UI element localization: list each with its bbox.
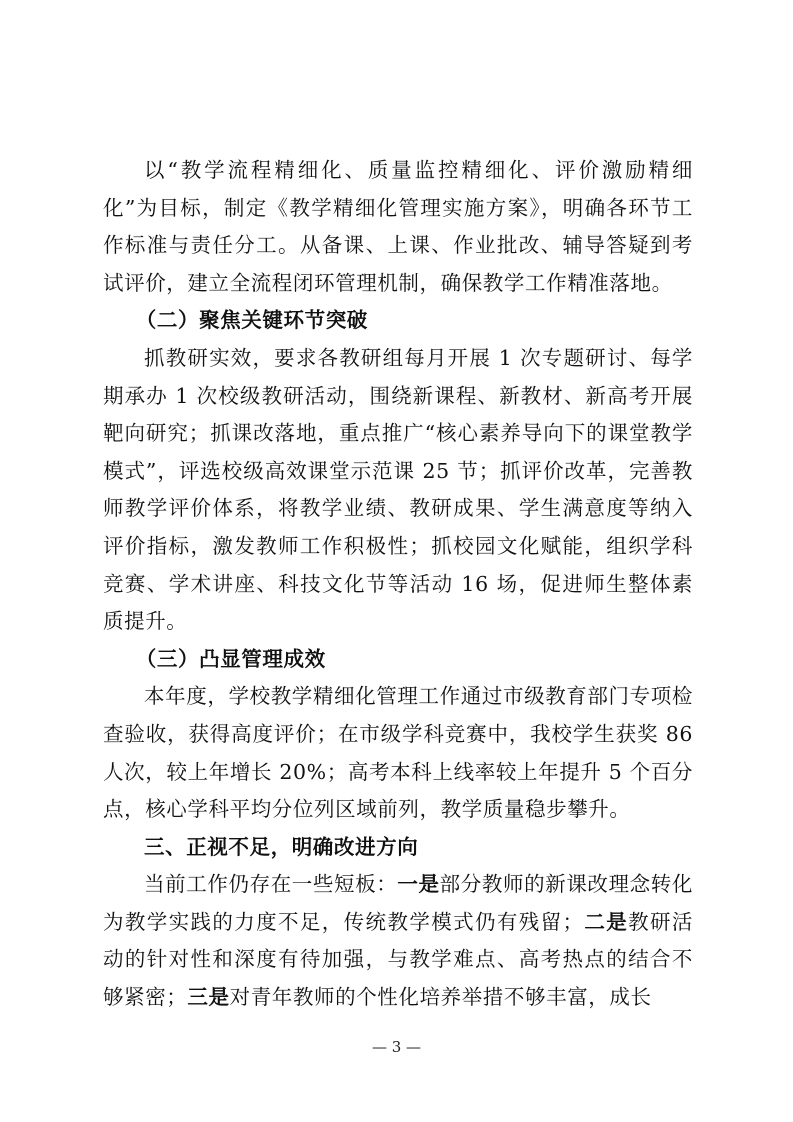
heading-key-links: （二）聚焦关键环节突破 bbox=[135, 308, 368, 333]
heading-management-results: （三）凸显管理成效 bbox=[135, 646, 326, 671]
point-three-label: 三是 bbox=[187, 985, 230, 1010]
shortcomings-intro: 当前工作仍存在一些短板： bbox=[144, 872, 398, 897]
point-one-label: 一是 bbox=[397, 872, 440, 897]
point-three-text: 对青年教师的个性化培养举措不够丰富，成长 bbox=[229, 985, 652, 1010]
page-number: — 3 — bbox=[371, 1038, 422, 1056]
heading-shortcomings: 三、正视不足，明确改进方向 bbox=[144, 834, 419, 859]
document-body bbox=[103, 152, 693, 1017]
paragraph-management-goal: 以“教学流程精细化、质量监控精细化、评价激励精细化”为目标，制定《教学精细化管理实施方案》，明确各环节工作标准与责任分工。从备课、上课、作业批改、辅导答疑到考试评价，建立全流程闭环管理机制，确保教学工作精准落地。 bbox=[103, 158, 693, 295]
paragraph-teaching-research: 抓教研实效，要求各教研组每月开展 1 次专题研讨、每学期承办 1 次校级教研活动，围绕新课程、新教材、新高考开展靶向研究；抓课改落地，重点推广“核心素养导向下的课堂教学模式”，评选校级高效课堂示范课 25 节；抓评价改革，完善教师教学评价体系，将教学业绩、教研成果、学生满意度等纳入评价指标，激发教师工作积极性；抓校园文化赋能，组织学科竞赛、学术讲座、科技文化节等活动 16 场，促进师生整体素质提升。 bbox=[103, 345, 693, 634]
point-one-text: 部分教师的新课改理念转化为教学实践的力度不足，传统教学模式仍有残留； bbox=[103, 872, 693, 934]
paragraph-annual-results: 本年度，学校教学精细化管理工作通过市级教育部门专项检查验收，获得高度评价；在市级学科竞赛中，我校学生获奖 86 人次，较上年增长 20%；高考本科上线率较上年提升 5 个百分点，核心学科平均分位列区域前列，教学质量稳步攀升。 bbox=[103, 684, 693, 822]
paragraph-shortcomings bbox=[103, 866, 693, 1016]
point-two-text: 教研活动的针对性和深度有待加强，与教学难点、高考热点的结合不够紧密； bbox=[103, 909, 694, 1010]
point-two-label: 二是 bbox=[583, 909, 629, 934]
